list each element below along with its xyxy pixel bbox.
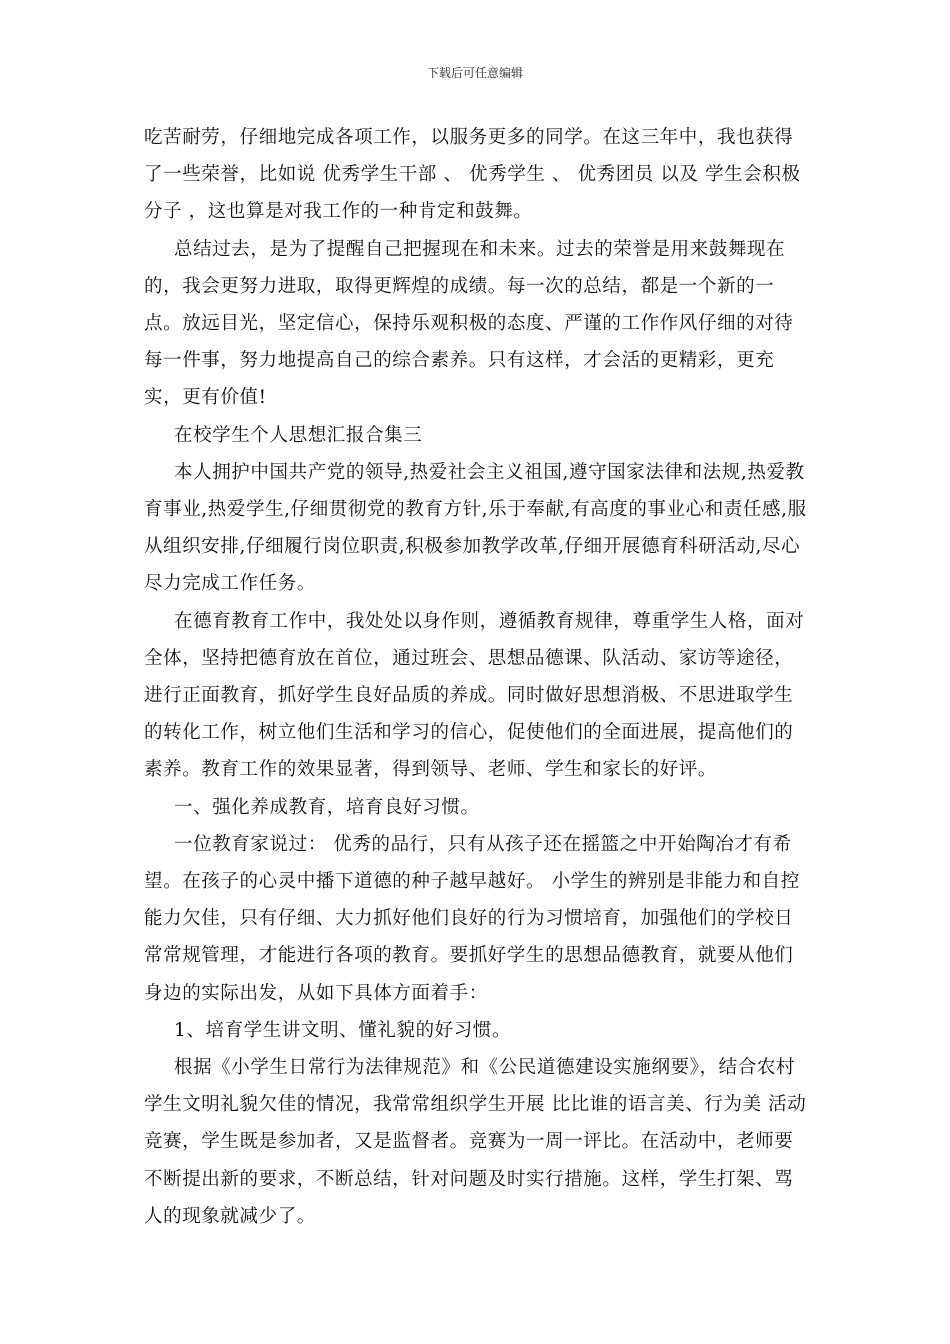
paragraph: 本人拥护中国共产党的领导,热爱社会主义祖国,遵守国家法律和法规,热爱教育事业,热爱学生,仔细贯彻党的教育方针,乐于奉献,有高度的事业心和责任感,服从组织安排,仔细履行岗位职责,积极参加教学改革,仔细开展德育科研活动,尽心尽力完成工作任务。 [144,461,807,595]
document-body [144,119,812,1235]
section-heading: 一、强化养成教育，培育良好习惯。 [174,796,480,818]
paragraph: 在德育教育工作中，我处处以身作则，遵循教育规律，尊重学生人格，面对全体，坚持把德育放在首位，通过班会、思想品德课、队活动、家访等途径，进行正面教育，抓好学生良好品质的养成。同时做好思想消极、不思进取学生的转化工作，树立他们生活和学习的信心，促使他们的全面进展，提高他们的素养。教育工作的效果显著，得到领导、老师、学生和家长的好评。 [144,610,805,781]
page-header: 下载后可任意编辑 [426,66,523,80]
paragraph: 一位教育家说过： 优秀的品行，只有从孩子还在摇篮之中开始陶冶才有希望。在孩子的心灵中播下道德的种子越早越好。 小学生的辨别是非能力和自控能力欠佳，只有仔细、大力抓好他们良好的行为习惯培育，加强他们的学校日常常规管理，才能进行各项的教育。要抓好学生的思想品德教育，就要从他们身边的实际出发，从如下具体方面着手： [144,833,800,1004]
paragraph: 根据《小学生日常行为法律规范》和《公民道德建设实施纲要》，结合农村学生文明礼貌欠佳的情况，我常常组织学生开展 比比谁的语言美、行为美 活动竞赛，学生既是参加者，又是监督者。竞赛为一周一评比。在活动中，老师要不断提出新的要求，不断总结，针对问题及时实行措施。这样，学生打架、骂人的现象就减少了。 [144,1057,807,1227]
paragraph: 吃苦耐劳，仔细地完成各项工作，以服务更多的同学。在这三年中，我也获得了一些荣誉，比如说 优秀学生干部 、 优秀学生 、 优秀团员 以及 学生会积极分子 ，这也算是对我工作的一种肯定和鼓舞。 [144,127,801,223]
paragraph: 总结过去，是为了提醒自己把握现在和未来。过去的荣誉是用来鼓舞现在的，我会更努力进取，取得更辉煌的成绩。每一次的总结，都是一个新的一点。放远目光，坚定信心，保持乐观积极的态度、严谨的工作作风仔细的对待每一件事，努力地提高自己的综合素养。只有这样，才会活的更精彩，更充实，更有价值! [144,238,794,409]
subsection-heading: 1、培育学生讲文明、懂礼貌的好习惯。 [174,1019,512,1041]
section-title: 在校学生个人思想汇报合集三 [174,424,423,446]
